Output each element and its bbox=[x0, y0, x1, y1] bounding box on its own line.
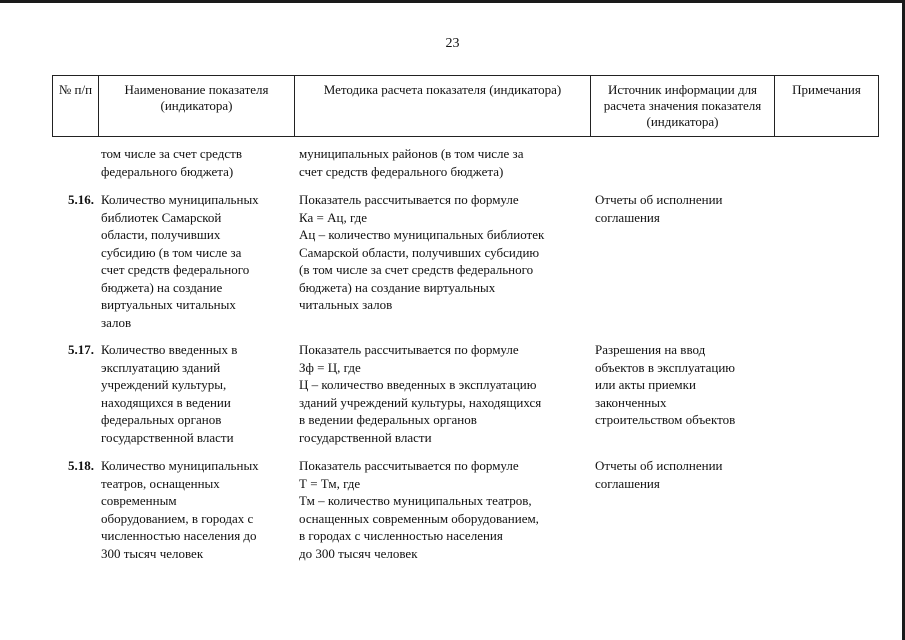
header-col-method: Методика расчета показателя (индикатора) bbox=[295, 76, 591, 137]
row-name-line: находящихся в ведении bbox=[101, 394, 231, 410]
row-method-line: Показатель рассчитывается по формуле bbox=[299, 458, 519, 473]
row-name-line: бюджета) на создание bbox=[101, 279, 223, 295]
row-source-line: Отчеты об исполнении bbox=[595, 458, 723, 473]
row-name-line: учреждений культуры, bbox=[101, 377, 227, 392]
row-name-line: современным bbox=[101, 493, 177, 508]
row-method bbox=[299, 191, 544, 314]
row-number: 5.18. bbox=[68, 458, 94, 473]
row-number: 5.16. bbox=[68, 192, 94, 207]
row-method-line: в ведении федеральных органов bbox=[299, 412, 477, 427]
row-name-line: государственной власти bbox=[101, 429, 234, 445]
row-number: 5.17. bbox=[68, 342, 94, 357]
row-name-line: субсидию (в том числе за bbox=[101, 244, 242, 260]
row-source-line: законченных bbox=[595, 394, 667, 410]
row-method bbox=[299, 457, 539, 562]
row-source-line: строительством объектов bbox=[595, 412, 736, 427]
row-name-line: численностью населения до bbox=[101, 528, 257, 543]
indicator-table-header bbox=[52, 75, 879, 137]
continuation-name-line: федерального бюджета) bbox=[101, 163, 234, 179]
header-col-num: № п/п bbox=[53, 76, 99, 137]
row-method-line: Ка = Ац, где bbox=[299, 209, 368, 225]
row-name-line: Количество муниципальных bbox=[101, 458, 259, 473]
row-method bbox=[299, 341, 541, 446]
row-source-line: объектов в эксплуатацию bbox=[595, 359, 735, 375]
row-method-line: государственной власти bbox=[299, 429, 432, 445]
row-source bbox=[595, 341, 735, 429]
row-method-line: (в том числе за счет средств федерального bbox=[299, 262, 534, 277]
row-name-line: оборудованием, в городах с bbox=[101, 510, 254, 526]
row-source bbox=[595, 191, 723, 226]
row-indicator-name bbox=[101, 191, 259, 331]
row-source-line: соглашения bbox=[595, 475, 660, 491]
row-indicator-name bbox=[101, 341, 237, 446]
row-name-line: федеральных органов bbox=[101, 412, 222, 427]
header-row bbox=[53, 76, 879, 137]
row-source bbox=[595, 457, 723, 492]
row-method-line: Тм – количество муниципальных театров, bbox=[299, 493, 532, 508]
row-method-line: бюджета) на создание виртуальных bbox=[299, 279, 496, 295]
header-col-notes: Примечания bbox=[775, 76, 879, 137]
header-col-source: Источник информации для расчета значения показателя (индикатора) bbox=[591, 76, 775, 137]
continuation-method-line: муниципальных районов (в том числе за bbox=[299, 146, 524, 161]
page-number: 23 bbox=[445, 36, 460, 51]
row-method-line: Показатель рассчитывается по формуле bbox=[299, 192, 519, 207]
header-col-name: Наименование показателя (индикатора) bbox=[99, 76, 295, 137]
row-name-line: Количество введенных в bbox=[101, 342, 238, 357]
row-indicator-name bbox=[101, 457, 259, 562]
row-method-line: Самарской области, получивших субсидию bbox=[299, 244, 540, 260]
row-name-line: виртуальных читальных bbox=[101, 297, 236, 312]
row-name-line: библиотек Самарской bbox=[101, 209, 222, 225]
row-name-line: счет средств федерального bbox=[101, 262, 250, 277]
row-method-line: Т = Тм, где bbox=[299, 475, 361, 491]
row-source-line: или акты приемки bbox=[595, 377, 696, 392]
row-name-line: эксплуатацию зданий bbox=[101, 359, 221, 375]
continuation-name bbox=[101, 145, 242, 180]
continuation-method-line: счет средств федерального бюджета) bbox=[299, 163, 504, 179]
row-source-line: Разрешения на ввод bbox=[595, 342, 706, 357]
row-source-line: Отчеты об исполнении bbox=[595, 192, 723, 207]
row-method-line: Ац – количество муниципальных библиотек bbox=[299, 227, 545, 242]
row-method-line: Ц – количество введенных в эксплуатацию bbox=[299, 377, 537, 392]
continuation-method bbox=[299, 145, 523, 180]
continuation-name-line: том числе за счет средств bbox=[101, 146, 242, 161]
row-name-line: театров, оснащенных bbox=[101, 475, 220, 491]
row-name-line: Количество муниципальных bbox=[101, 192, 259, 207]
row-name-line: залов bbox=[101, 314, 132, 330]
row-source-line: соглашения bbox=[595, 209, 660, 225]
row-name-line: области, получивших bbox=[101, 227, 221, 242]
row-method-line: читальных залов bbox=[299, 297, 393, 312]
row-name-line: 300 тысяч человек bbox=[101, 545, 204, 561]
row-method-line: зданий учреждений культуры, находящихся bbox=[299, 394, 542, 410]
scan-border-top bbox=[0, 0, 905, 3]
row-method-line: Зф = Ц, где bbox=[299, 359, 361, 375]
row-method-line: Показатель рассчитывается по формуле bbox=[299, 342, 519, 357]
row-method-line: до 300 тысяч человек bbox=[299, 545, 418, 561]
row-method-line: в городах с численностью населения bbox=[299, 528, 503, 543]
row-method-line: оснащенных современным оборудованием, bbox=[299, 510, 539, 526]
